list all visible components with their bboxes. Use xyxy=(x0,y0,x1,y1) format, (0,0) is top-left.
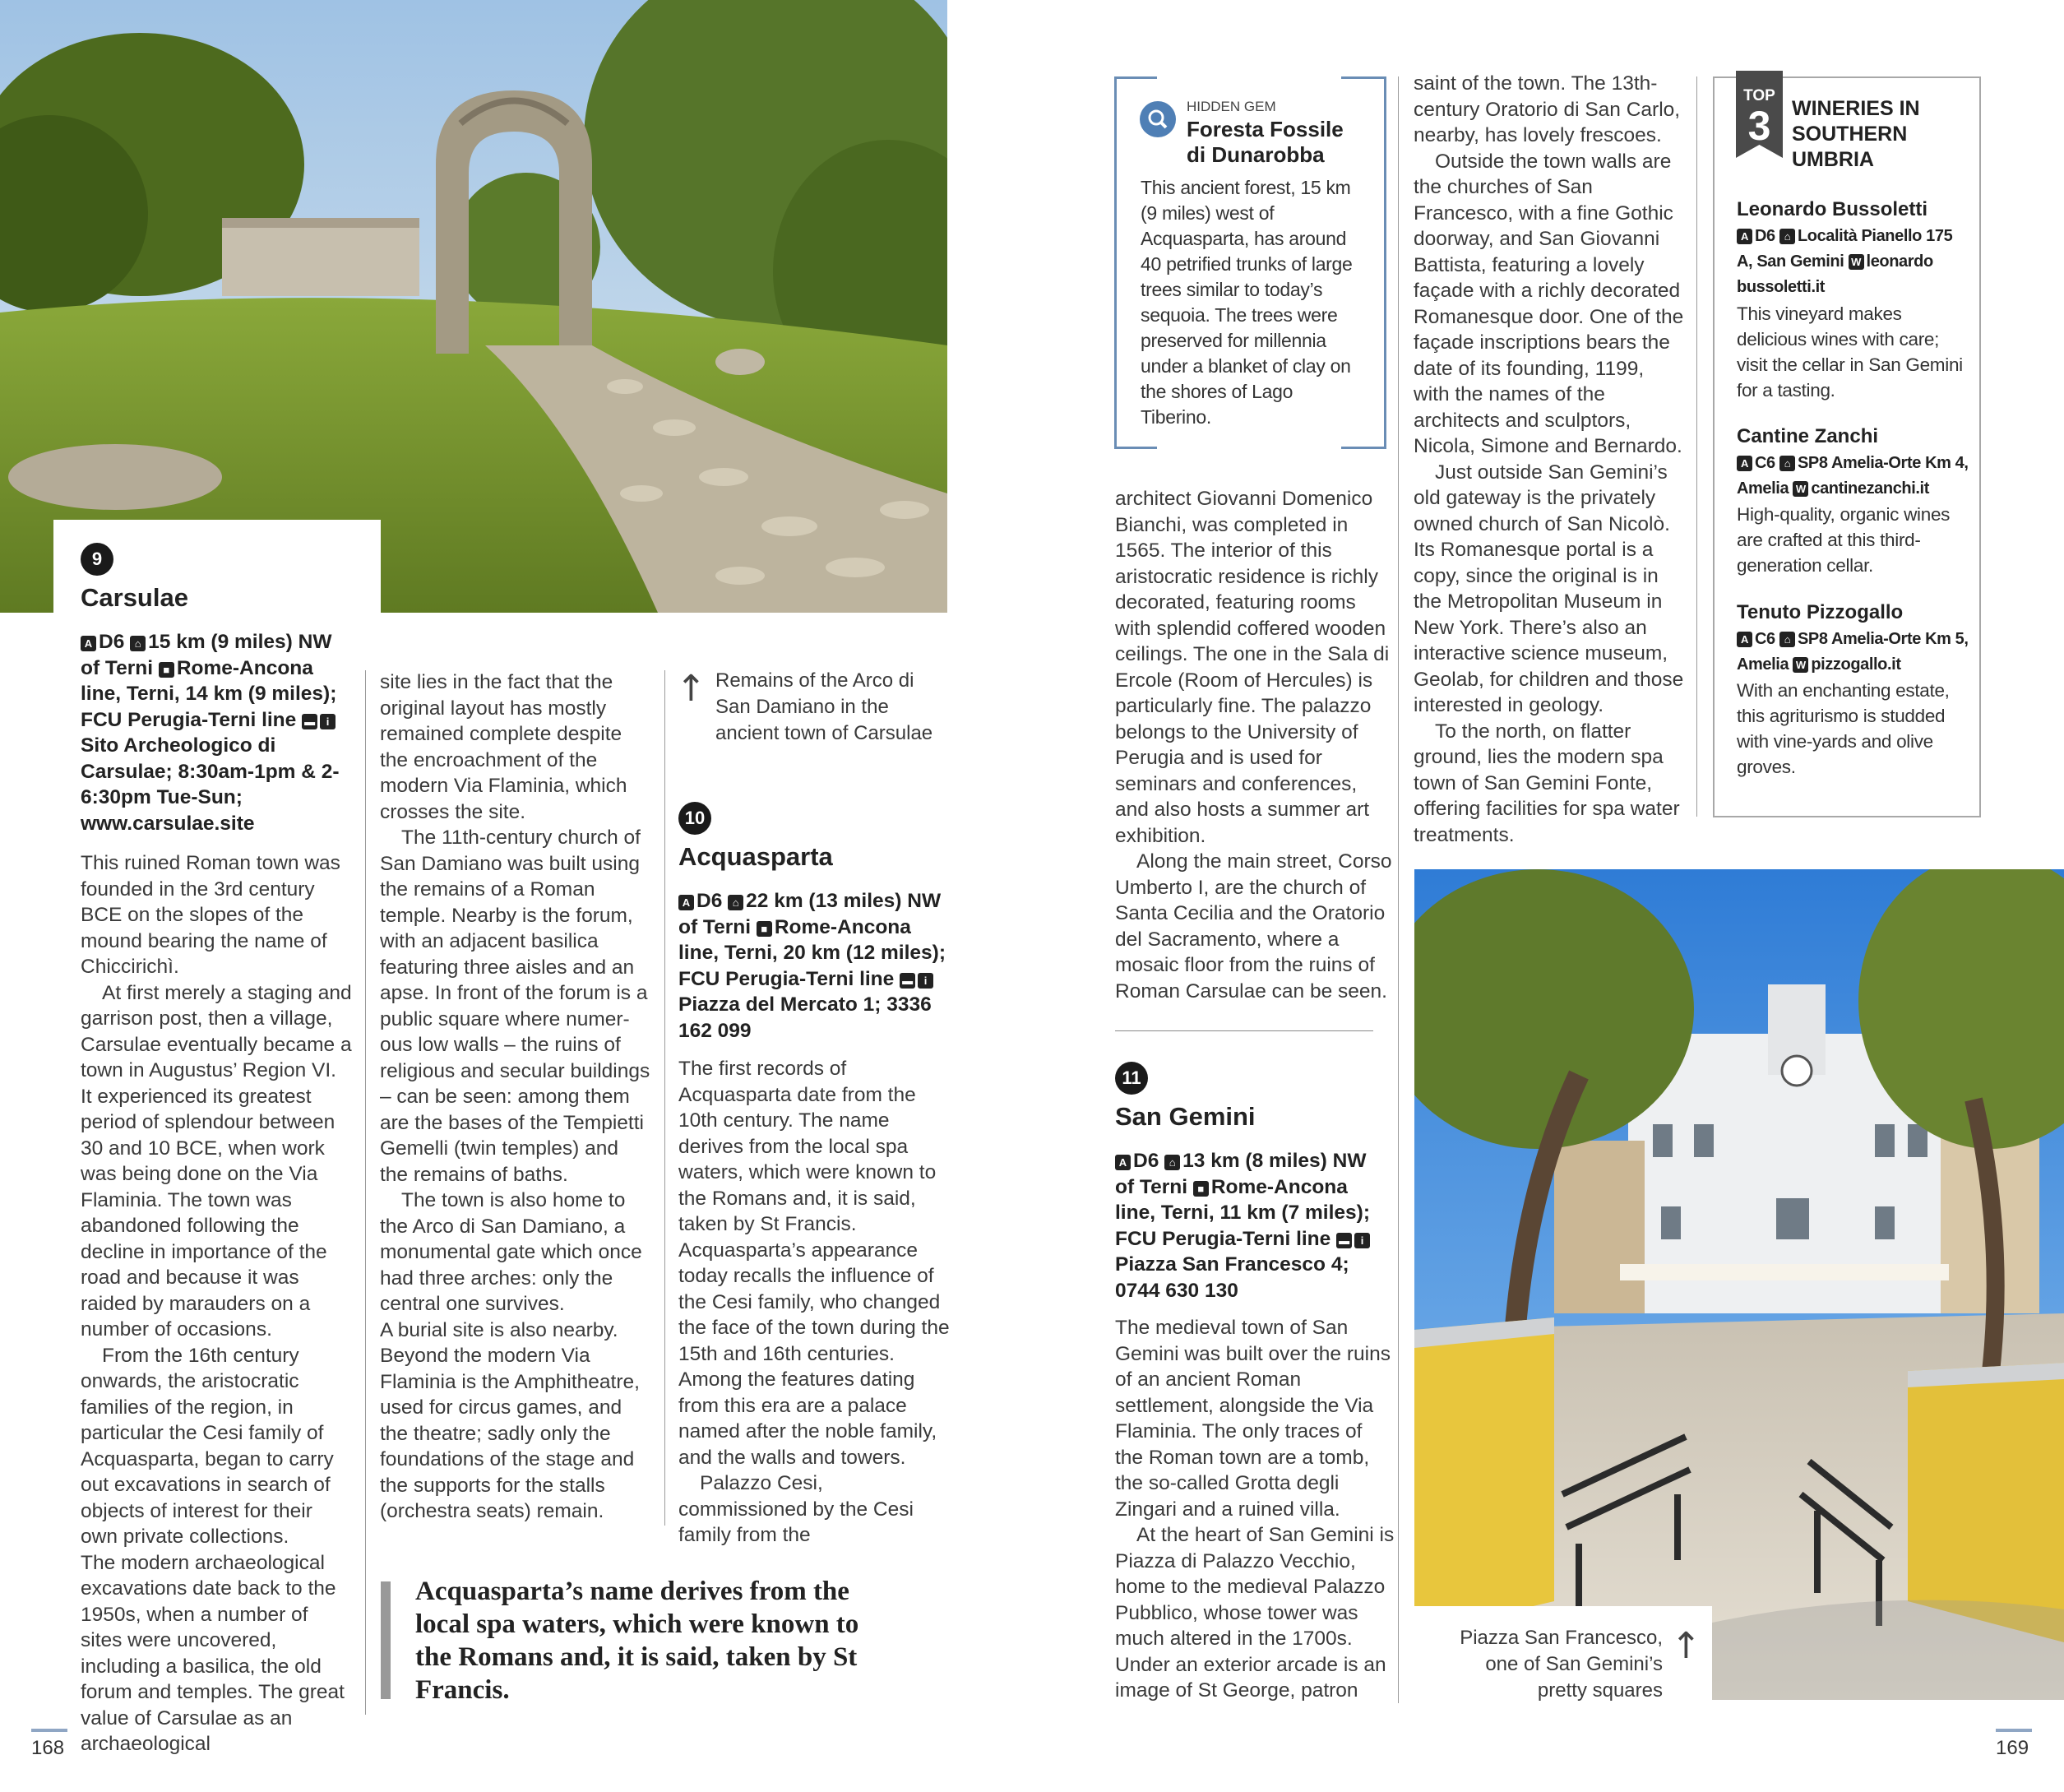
winery-info: A D6 ⌂ Località Pianello 175 A, San Gemini W leonardo bussoletti.it xyxy=(1737,227,1953,296)
web-icon: W xyxy=(1793,657,1808,673)
winery-description: High-quality, organic wines are crafted at this third-generation cellar. xyxy=(1737,504,1951,576)
carsulae-number-badge: 9 xyxy=(81,543,113,576)
page-number-right: 169 xyxy=(1996,1737,2029,1759)
pull-quote: Acquasparta’s name derives from the local spa waters, which were known to the Romans and, it is said, taken by St Francis. xyxy=(415,1577,859,1705)
paragraph: Palazzo Cesi, commissioned by the Cesi family from the xyxy=(678,1472,914,1546)
paragraph: At the heart of San Gemini is Piazza di Palazzo Vecchio, home to the medieval Palazzo Pubblico, whose tower was much altered in the 1700s. Under an exterior arcade is an image of St George, patron xyxy=(1115,1524,1395,1702)
paragraph: Just outside San Gemini’s old gateway is the privately owned church of San Nicolò. Its Romanesque portal is a copy, since the original is in the Metropolitan Museum in New York. There’s also an interactive science museum, Geolab, for children and those interested in geology. xyxy=(1414,461,1684,716)
hidden-gem-text: This ancient forest, 15 km (9 miles) west of Acquasparta, has around 40 petrified trunks of large trees similar to today’s sequoia. The trees were preserved for millennia under a blanket of clay on the shores of Lago Tiberino. xyxy=(1141,177,1353,428)
info-icon: i xyxy=(1354,1233,1370,1248)
paragraph: At first merely a staging and garrison post, then a village, Carsulae eventually became a town in Augustus’ Region VI. It experienced its greatest period of splendour between 30 and 10 BCE, when work was being done on the Via Flaminia. The town was abandoned following the decline in importance of the road and because it was raided by marauders on a number of occasions. xyxy=(81,981,352,1341)
bus-icon: ▬ xyxy=(302,714,317,729)
san-gemini-number-badge: 11 xyxy=(1115,1062,1148,1095)
paragraph: A burial site is also nearby. Beyond the modern Via Flaminia is the Amphitheatre, used for circus games, and the theatre; sadly only the foundations of the stage and the supports for the stalls (orchestra seats) remain. xyxy=(380,1318,640,1522)
train-icon: ■ xyxy=(757,921,772,937)
location-icon: ⌂ xyxy=(130,636,146,651)
box-corner xyxy=(1114,447,1157,449)
acquasparta-number-badge: 10 xyxy=(678,802,711,835)
paragraph: To the north, on flatter ground, lies the modern spa town of San Gemini Fonte, offering facilities for spa water treatments. xyxy=(1414,720,1680,846)
column-divider xyxy=(664,670,665,1526)
paragraph: The medieval town of San Gemini was built over the ruins of an ancient Roman settlement, alongside the Via Flaminia. The only traces of the Roman town are a tomb, the so-called Grotta degli Zingari and a ruined villa. xyxy=(1115,1317,1391,1521)
san-gemini-info: A D6 ⌂ 13 km (8 miles) NW of Terni ■ Rome-Ancona line, Terni, 11 km (7 miles); FCU Perugia-Terni line ▬ iPiazza San Francesco 4; 0744 630 130 xyxy=(1115,1150,1370,1302)
map-grid-icon: A xyxy=(1737,632,1752,647)
location-icon: ⌂ xyxy=(1779,632,1795,647)
box-corner xyxy=(1114,76,1157,79)
location-icon: ⌂ xyxy=(1779,456,1795,471)
san-gemini-photo-caption: Piazza San Francesco, one of San Gemini’s pretty squares xyxy=(1460,1627,1663,1702)
magnifier-icon xyxy=(1140,101,1176,137)
bus-icon: ▬ xyxy=(1336,1233,1352,1248)
train-icon: ■ xyxy=(1193,1181,1209,1197)
paragraph: The 11th-century church of San Damiano was built using the remains of a Roman temple. Nearby is the forum, with an adjacent basilica featuring three aisles and an apse. In front of the forum is a public square where numer-ous low walls – the ruins of religious and secular buildings – can be seen: among them are the bases of the Tempietti Gemelli (twin temples) and the remains of baths. xyxy=(380,827,650,1186)
carsulae-text-col2 xyxy=(380,669,651,1525)
paragraph: site lies in the fact that the original layout has mostly remained complete despite the encroachment of the modern Via Flaminia, which crosses the site. xyxy=(380,671,627,823)
carsulae-title: Carsulae xyxy=(81,583,188,612)
acquasparta-text xyxy=(678,1056,950,1549)
san-gemini-title: San Gemini xyxy=(1115,1102,1256,1131)
winery-name: Tenuto Pizzogallo xyxy=(1737,601,1904,623)
carsulae-photo-caption: Remains of the Arco di San Damiano in the ancient town of Carsulae xyxy=(715,669,933,744)
winery-name: Leonardo Bussoletti xyxy=(1737,198,1928,220)
map-grid-icon: A xyxy=(1737,456,1752,471)
web-icon: W xyxy=(1849,254,1864,270)
san-gemini-photo xyxy=(1414,869,2064,1700)
winery-description: This vineyard makes delicious wines with care; visit the cellar in San Gemini for a tasting. xyxy=(1737,303,1963,401)
location-icon: ⌂ xyxy=(728,895,743,910)
winery-info: A C6 ⌂ SP8 Amelia-Orte Km 4, Amelia W cantinezanchi.it xyxy=(1737,454,1969,498)
right-text-col1 xyxy=(1115,486,1395,1004)
column-divider xyxy=(1398,76,1399,1703)
location-icon: ⌂ xyxy=(1164,1155,1180,1170)
bus-icon: ▬ xyxy=(900,973,915,989)
column-divider xyxy=(365,670,366,1715)
winery-info: A C6 ⌂ SP8 Amelia-Orte Km 5, Amelia W pizzogallo.it xyxy=(1737,630,1969,674)
paragraph: Outside the town walls are the churches of San Francesco, with a fine Gothic doorway, and San Giovanni Battista, featuring a lovely façade with a richly decorated Romanesque door. One of the façade inscriptions bears the date of its founding, 1199, with the names of the architects and sculptors, Nicola, Simone and Bernardo. xyxy=(1414,150,1684,457)
paragraph: saint of the town. The 13th-century Oratorio di San Carlo, nearby, has lovely frescoes. xyxy=(1414,72,1681,146)
paragraph: The town is also home to the Arco di San Damiano, a monumental gate which once had three arches: only the central one survives. xyxy=(380,1189,642,1315)
arrow-up-icon: ↑ xyxy=(676,668,706,710)
san-gemini-text xyxy=(1115,1315,1395,1704)
carsulae-info: A D6 ⌂ 15 km (9 miles) NW of Terni ■ Rome-Ancona line, Terni, 14 km (9 miles); FCU Perugia-Terni line ▬ iSito Archeologico di Carsulae; 8:30am-1pm & 2-6:30pm Tue-Sun; www.carsulae.site xyxy=(81,631,340,835)
info-icon: i xyxy=(320,714,336,729)
paragraph: architect Giovanni Domenico Bianchi, was completed in 1565. The interior of this aristocratic residence is richly decorated, featuring rooms with splendid coffered wooden ceilings. The one in the Sala di Ercole (Room of Hercules) is particularly fine. The palazzo belongs to the University of Perugia and is used for seminars and conferences, and also hosts a summer art exhibition. xyxy=(1115,488,1390,847)
right-text-col2 xyxy=(1414,71,1685,848)
box-corner xyxy=(1341,76,1384,79)
location-icon: ⌂ xyxy=(1779,229,1795,244)
paragraph: This ruined Roman town was founded in the 3rd century BCE on the slopes of the mound bearing the name of Chiccirichì. xyxy=(81,852,340,978)
acquasparta-info: A D6 ⌂ 22 km (13 miles) NW of Terni ■ Rome-Ancona line, Terni, 20 km (12 miles); FCU Perugia-Terni line ▬ iPiazza del Mercato 1; 3336 162 099 xyxy=(678,890,946,1042)
hidden-gem-label: HIDDEN GEM xyxy=(1187,99,1276,114)
box-corner xyxy=(1341,447,1384,449)
paragraph: From the 16th century onwards, the aristocratic families of the region, in particular the Cesi family of Acquasparta, began to carry out excavations in search of objects of interest for their own private collections. xyxy=(81,1344,334,1548)
section-divider xyxy=(1115,1030,1373,1031)
paragraph: The modern archaeological excavations date back to the 1950s, when a number of sites were uncovered, including a basilica, the old forum and temples. The great value of Carsulae as an archaeological xyxy=(81,1551,345,1755)
column-divider xyxy=(1696,76,1697,817)
winery-description: With an enchanting estate, this agriturismo is studded with vine-yards and olive groves. xyxy=(1737,680,1950,777)
top3-number: 3 xyxy=(1747,103,1771,149)
top3-label: TOP xyxy=(1743,87,1775,104)
top3-title: WINERIES IN SOUTHERN UMBRIA xyxy=(1792,97,1920,171)
map-grid-icon: A xyxy=(1737,229,1752,244)
map-grid-icon: A xyxy=(678,895,694,910)
hidden-gem-title: Foresta Fossile di Dunarobba xyxy=(1187,117,1344,167)
carsulae-text-col1 xyxy=(81,850,352,1757)
pull-quote-bar xyxy=(381,1581,391,1699)
train-icon: ■ xyxy=(159,662,174,678)
map-grid-icon: A xyxy=(81,636,96,651)
acquasparta-title: Acquasparta xyxy=(678,842,833,871)
map-grid-icon: A xyxy=(1115,1155,1131,1170)
paragraph: The first records of Acquasparta date from the 10th century. The name derives from the local spa waters, which were known to the Romans and, it is said, taken by St Francis. Acquasparta’s appearance today recalls the influence of the Cesi family, who changed the face of the town during the 15th and 16th centuries. Among the features dating from this era are a palace named after the noble family, and the walls and towers. xyxy=(678,1058,950,1469)
page-number-bar xyxy=(1996,1729,2032,1732)
web-icon: W xyxy=(1793,481,1808,497)
paragraph: Along the main street, Corso Umberto I, are the church of Santa Cecilia and the Oratorio del Sacramento, where a mosaic floor from the ruins of Roman Carsulae can be seen. xyxy=(1115,850,1392,1003)
info-icon: i xyxy=(918,973,933,989)
arrow-up-icon: ↑ xyxy=(1671,1625,1701,1667)
page-number-left: 168 xyxy=(31,1737,65,1759)
page-number-bar xyxy=(31,1729,67,1732)
winery-name: Cantine Zanchi xyxy=(1737,425,1879,447)
